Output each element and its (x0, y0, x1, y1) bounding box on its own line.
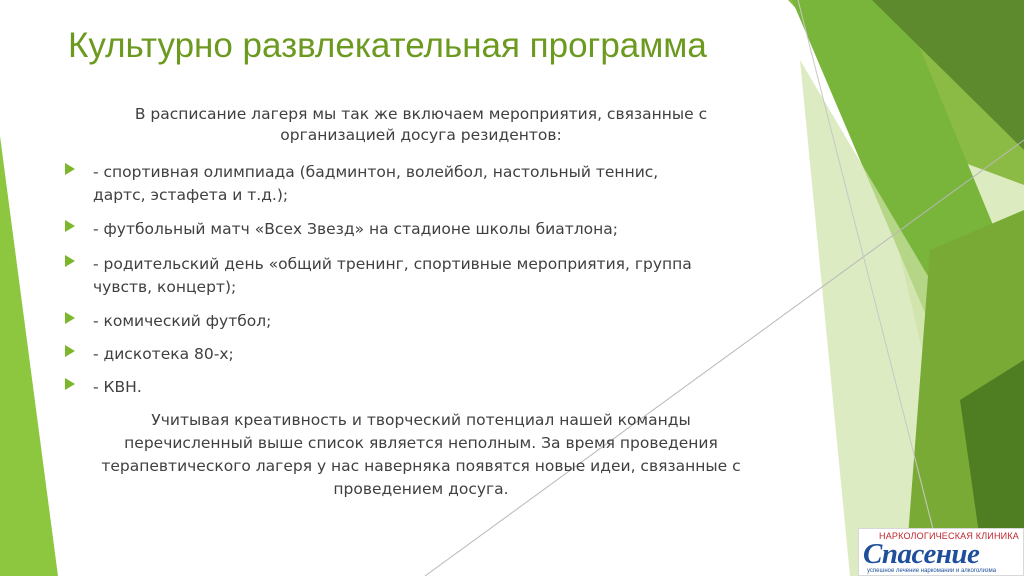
list-item-text: - дискотека 80-х; (93, 345, 234, 363)
logo-tagline: успешное лечение наркомании и алкоголизма (867, 568, 997, 574)
clinic-logo (858, 528, 1024, 576)
list-item-text: - комический футбол; (93, 312, 272, 330)
closing-line: проведением досуга. (333, 480, 509, 498)
list-item-text: дартс, эстафета и т.д.); (93, 186, 289, 204)
bullet-arrow-icon (65, 312, 75, 324)
list-item (93, 218, 753, 241)
left-green-wedge (0, 136, 58, 576)
bullet-arrow-icon (65, 255, 75, 267)
logo-caption: НАРКОЛОГИЧЕСКАЯ КЛИНИКА (879, 531, 1019, 541)
list-item-text: - родительский день «общий тренинг, спортивные мероприятия, группа (93, 255, 692, 273)
intro-line: В расписание лагеря мы так же включаем мероприятия, связанные с (134, 105, 708, 123)
intro-line: организацией досуга резидентов: (280, 126, 562, 144)
list-item-text: - КВН. (93, 378, 142, 396)
intro-paragraph (60, 104, 782, 146)
closing-line: перечисленный выше список является неполным. За время проведения (124, 434, 718, 452)
closing-line: терапевтического лагеря у нас наверняка появятся новые идеи, связанные с (101, 457, 741, 475)
list-item (93, 310, 753, 333)
list-item (93, 253, 753, 299)
list-item-text: - футбольный матч «Всех Звезд» на стадионе школы биатлона; (93, 220, 618, 238)
closing-line: Учитывая креативность и творческий потенциал нашей команды (151, 411, 691, 429)
list-item-text: чувств, концерт); (93, 278, 237, 296)
list-item (93, 376, 753, 399)
bullet-arrow-icon (65, 220, 75, 232)
bullet-arrow-icon (65, 378, 75, 390)
closing-paragraph (60, 409, 782, 501)
list-item (93, 161, 753, 207)
logo-wordmark: Спасение (863, 538, 980, 570)
bullet-arrow-icon (65, 163, 75, 175)
list-item-text: - спортивная олимпиада (бадминтон, волейбол, настольный теннис, (93, 163, 659, 181)
slide-title: Культурно развлекательная программа (68, 26, 707, 65)
bullet-arrow-icon (65, 345, 75, 357)
list-item (93, 343, 753, 366)
